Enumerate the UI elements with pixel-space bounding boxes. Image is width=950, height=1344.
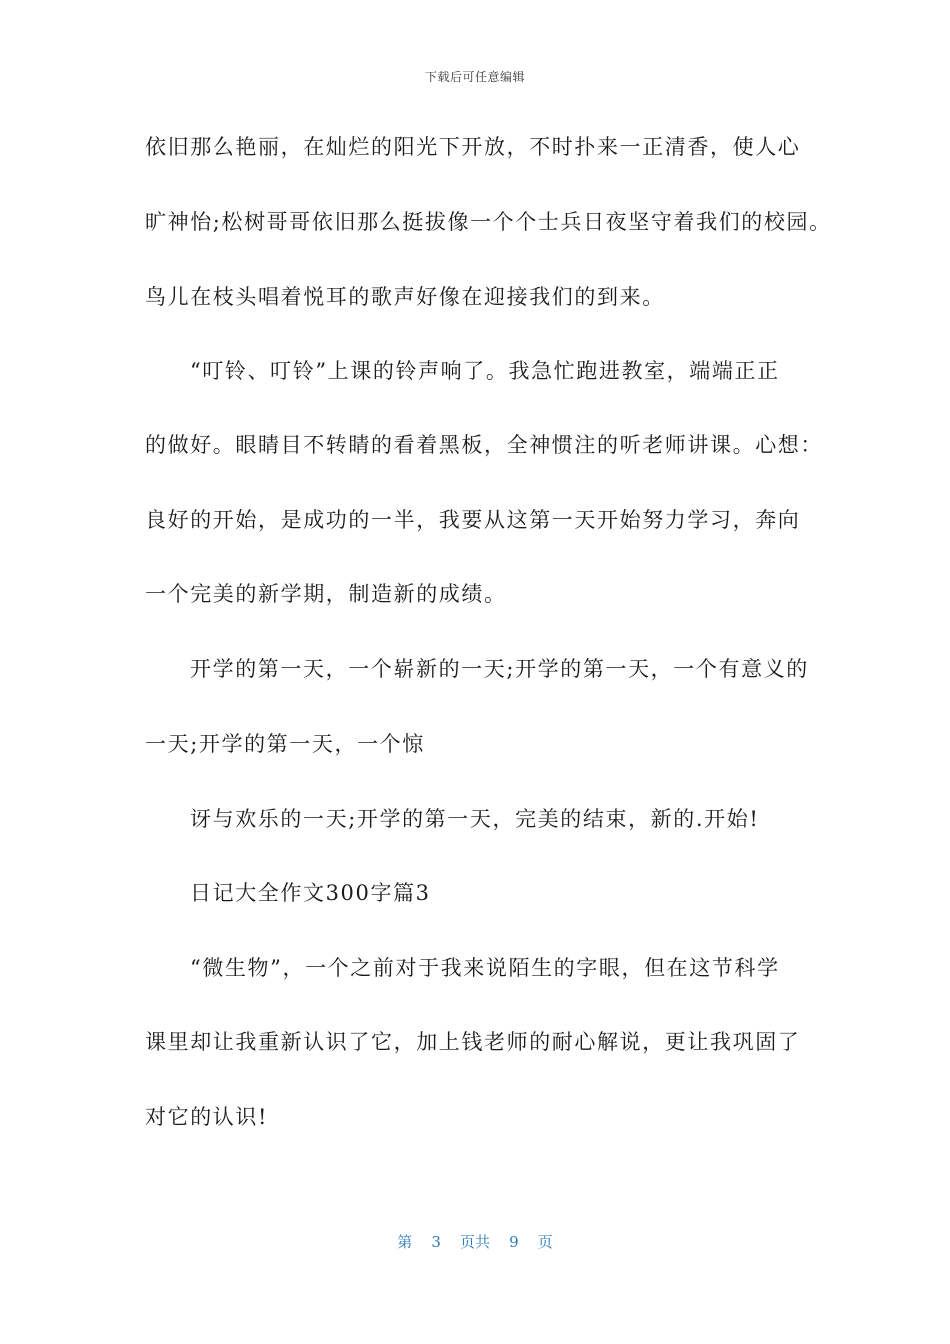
body-line-9: 一天;开学的第一天，一个惊: [145, 732, 425, 756]
body-line-1: 依旧那么艳丽，在灿烂的阳光下开放，不时扑来一正清香，使人心: [145, 135, 801, 159]
footer-current-page: 3: [431, 1233, 441, 1251]
footer-total-pages: 9: [509, 1233, 519, 1251]
body-line-6: 良好的开始，是成功的一半，我要从这第一天开始努力学习，奔向: [145, 508, 801, 532]
body-line-2: 旷神怡;松树哥哥依旧那么挺拔像一个个士兵日夜坚守着我们的校园。: [145, 210, 832, 234]
body-line-4: “叮铃、叮铃”上课的铃声响了。我急忙跑进教室，端端正正: [190, 359, 780, 383]
body-line-7: 一个完美的新学期，制造新的成绩。: [145, 582, 507, 606]
header-note: 下载后可任意编辑: [424, 70, 525, 84]
body-line-14: 对它的认识!: [145, 1105, 269, 1129]
body-line-10: 讶与欢乐的一天;开学的第一天，完美的结束，新的.开始!: [190, 807, 760, 831]
body-line-5: 的做好。眼睛目不转睛的看着黑板，全神惯注的听老师讲课。心想：: [145, 433, 823, 457]
body-line-13: 课里却让我重新认识了它，加上钱老师的耐心解说，更让我巩固了: [145, 1030, 801, 1054]
page-footer: [0, 1231, 950, 1252]
footer-middle: 页共: [459, 1233, 490, 1251]
body-line-3: 鸟儿在枝头唱着悦耳的歌声好像在迎接我们的到来。: [145, 285, 665, 309]
footer-prefix: 第: [397, 1233, 413, 1251]
body-line-12: “微生物”，一个之前对于我来说陌生的字眼，但在这节科学: [190, 956, 780, 980]
body-line-8: 开学的第一天，一个崭新的一天;开学的第一天，一个有意义的: [190, 657, 809, 681]
footer-suffix: 页: [537, 1233, 553, 1251]
section-heading: 日记大全作文300字篇3: [190, 881, 431, 905]
